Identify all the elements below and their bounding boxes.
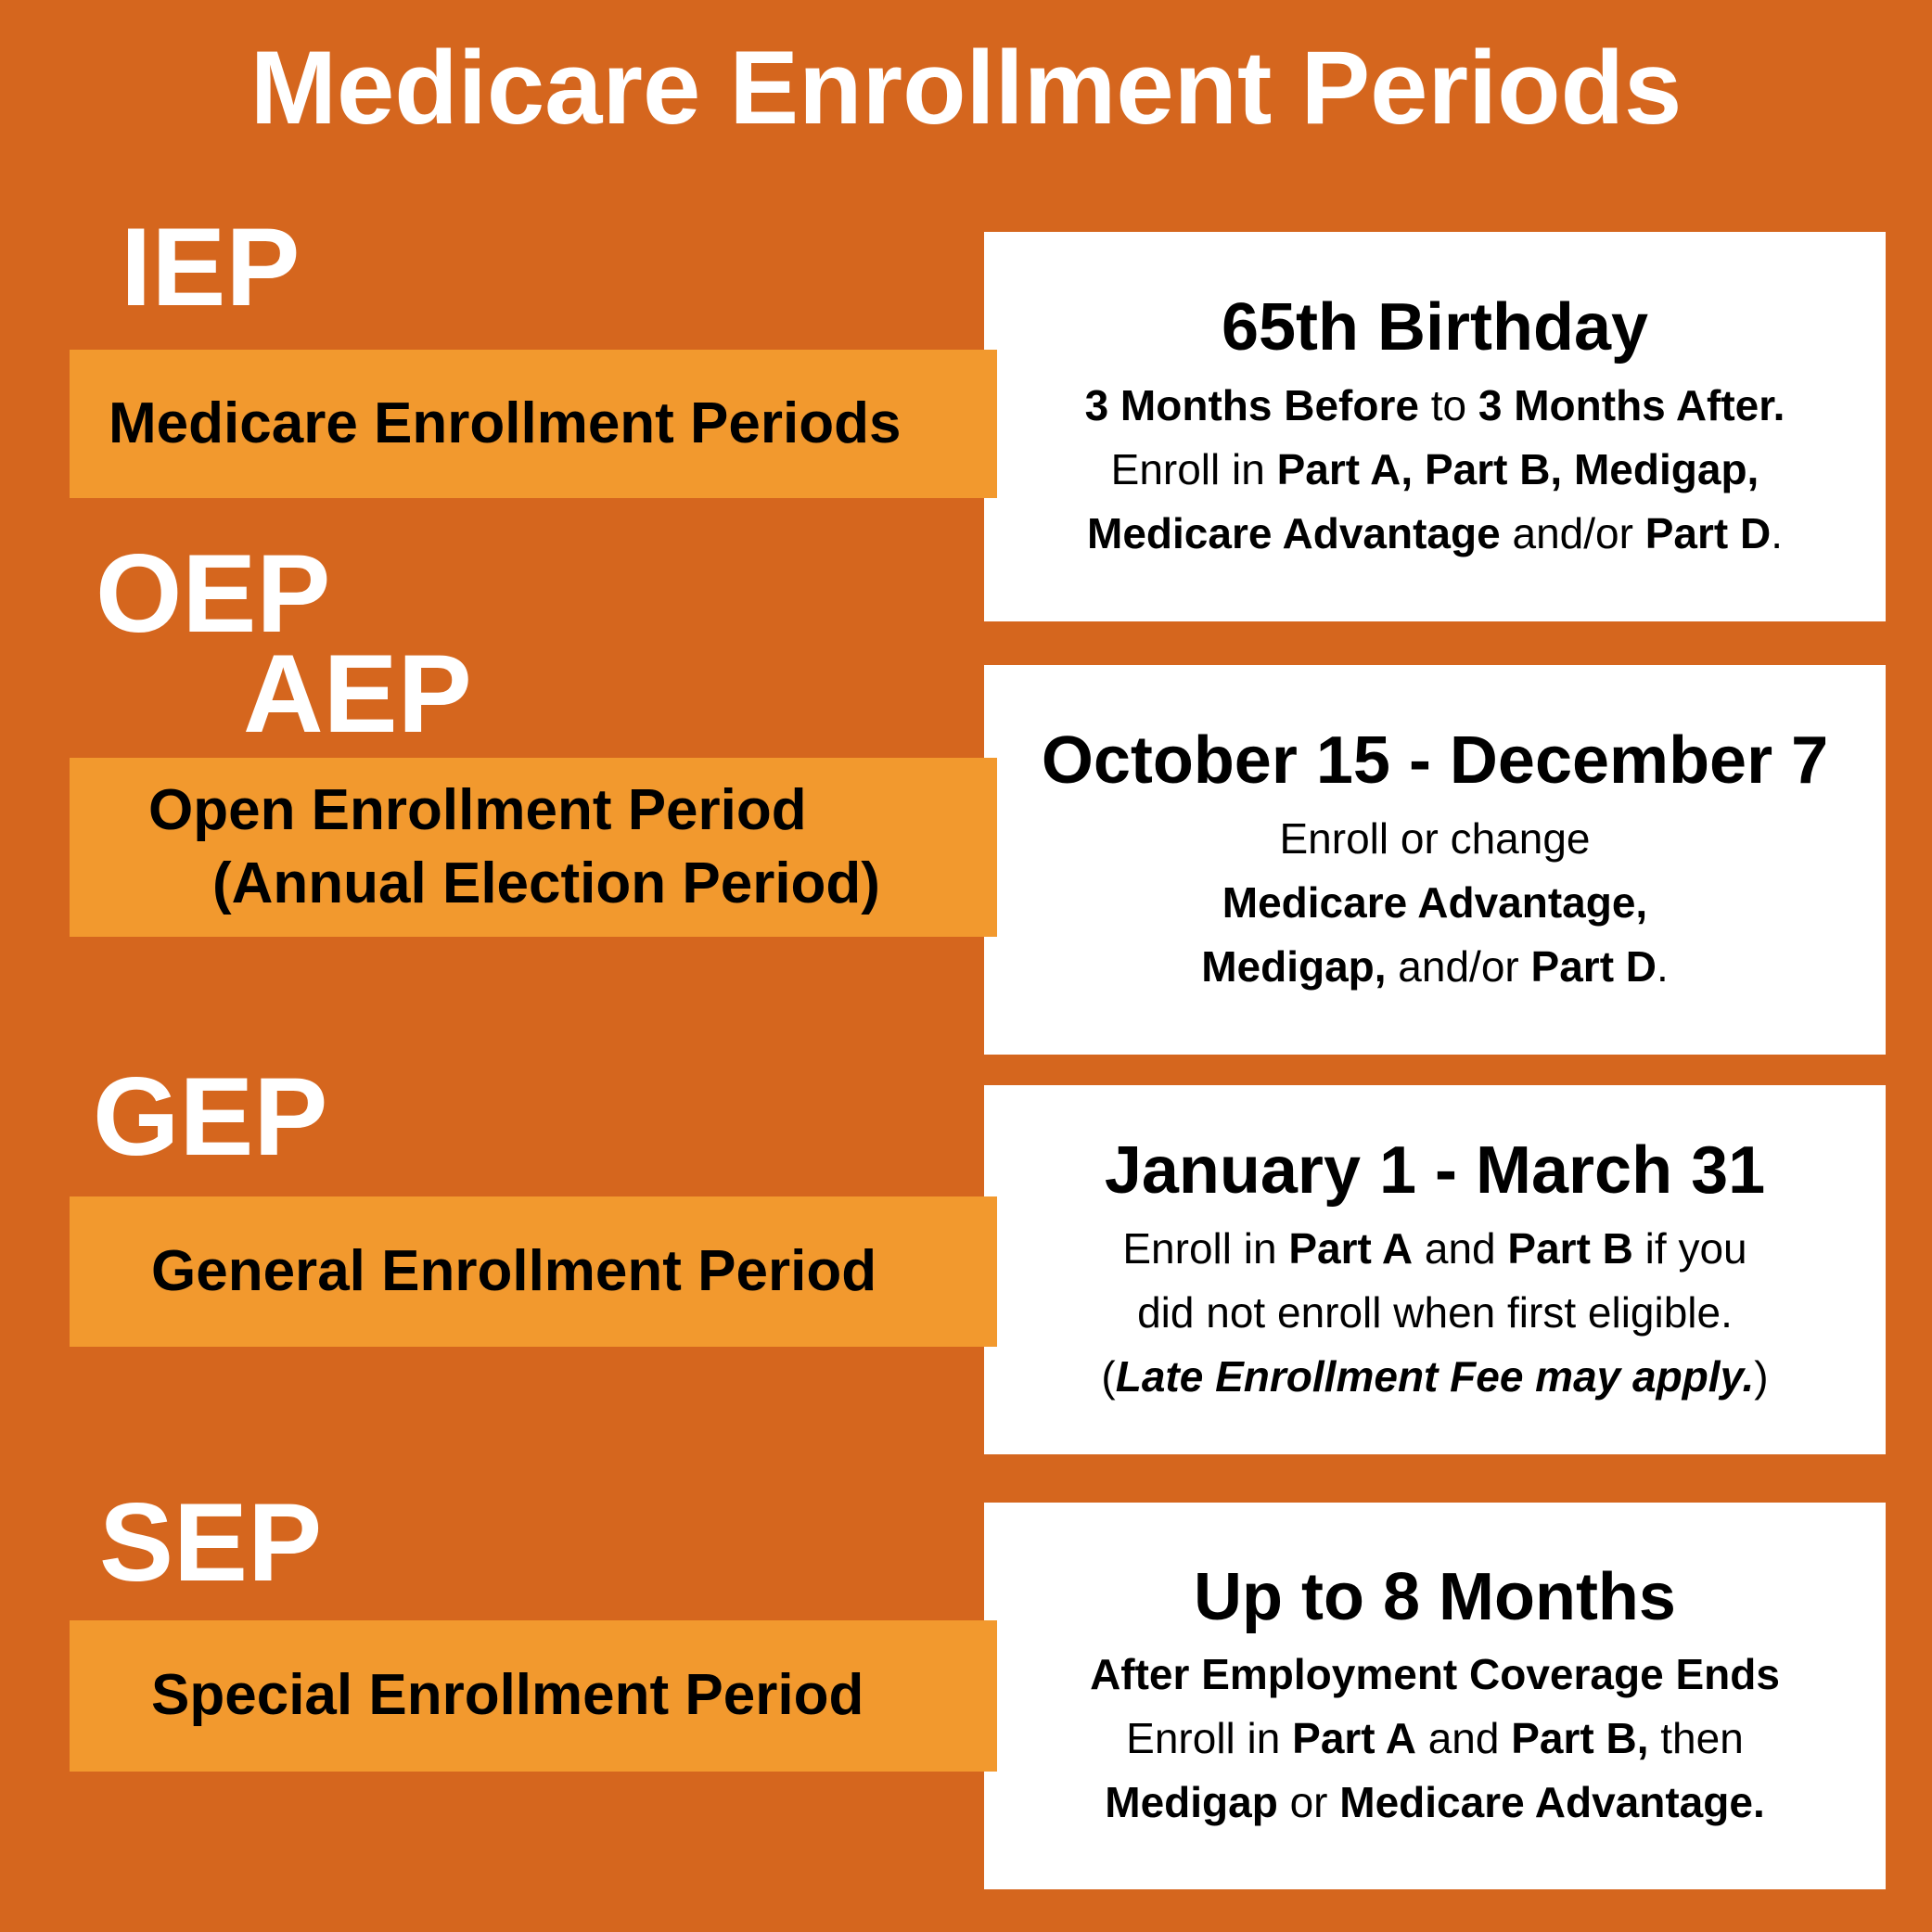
card-text-segment: Medicare Advantage. — [1339, 1778, 1765, 1827]
card-text-line — [1001, 1281, 1869, 1345]
card-text-segment: and/or — [1386, 941, 1531, 991]
card-text-segment: 3 Months Before — [1084, 380, 1431, 429]
info-card-sep — [984, 1503, 1886, 1889]
card-text-line — [1001, 807, 1869, 871]
card-body — [1001, 1217, 1869, 1409]
label-bar-text: Special Enrollment Period — [151, 1663, 864, 1728]
card-text-segment: to — [1430, 380, 1478, 429]
card-text-line — [1001, 1771, 1869, 1835]
card-text-segment: and/or — [1500, 508, 1645, 557]
card-text-line — [1001, 1217, 1869, 1281]
info-card-oep — [984, 665, 1886, 1055]
card-text-segment: Late Enrollment Fee may apply. — [1115, 1351, 1755, 1401]
card-text-line — [1001, 935, 1869, 999]
card-text-segment: Enroll or change — [1279, 813, 1591, 863]
card-body — [1001, 807, 1869, 999]
card-text-segment: Medicare Advantage — [1087, 508, 1501, 557]
card-text-segment: Part B, — [1511, 1714, 1649, 1763]
label-bar-text: General Enrollment Period — [151, 1238, 877, 1303]
label-bar-gep — [70, 1196, 997, 1347]
card-text-line — [1001, 502, 1869, 566]
card-text-segment: or — [1277, 1778, 1340, 1827]
card-text-line — [1001, 374, 1869, 438]
card-text-segment: did not enroll when first eligible. — [1137, 1287, 1733, 1337]
label-bar-text: Open Enrollment Period — [148, 778, 807, 843]
section-heading-sep: SEP — [99, 1480, 323, 1605]
card-text-segment: Part A — [1292, 1714, 1416, 1763]
card-heading: 65th Birthday — [1221, 290, 1649, 365]
card-body — [1001, 374, 1869, 566]
card-text-segment: and — [1415, 1714, 1512, 1763]
card-text-line — [1001, 438, 1869, 502]
card-text-segment: Part D — [1530, 941, 1657, 991]
card-text-segment: 3 Months After. — [1478, 380, 1785, 429]
page-title: Medicare Enrollment Periods — [249, 30, 1683, 146]
card-text-segment: Medigap, — [1201, 941, 1387, 991]
card-text-segment: ) — [1754, 1351, 1769, 1401]
section-heading-oep: OEP — [96, 531, 331, 656]
section-heading-aep: AEP — [243, 632, 472, 756]
card-text-line — [1001, 1707, 1869, 1771]
label-bar-oep — [70, 758, 997, 937]
card-text-segment: if you — [1632, 1223, 1747, 1273]
card-text-line — [1001, 1643, 1869, 1707]
card-text-segment: then — [1648, 1714, 1744, 1763]
label-bar-text: (Annual Election Period) — [212, 851, 880, 915]
section-heading-iep: IEP — [121, 205, 301, 329]
label-bar-sep — [70, 1620, 997, 1772]
card-heading: Up to 8 Months — [1194, 1559, 1676, 1634]
card-text-segment: . — [1771, 508, 1783, 557]
info-card-iep — [984, 232, 1886, 621]
info-card-gep — [984, 1085, 1886, 1454]
label-bar-iep — [70, 350, 997, 498]
card-heading: October 15 - December 7 — [1041, 723, 1829, 799]
card-text-segment: Part D — [1644, 508, 1772, 557]
card-text-line — [1001, 871, 1869, 935]
card-text-segment: Enroll in — [1110, 444, 1277, 493]
card-text-line — [1001, 1345, 1869, 1409]
card-text-segment: . — [1657, 941, 1669, 991]
card-text-segment: Medicare Advantage, — [1222, 877, 1648, 927]
card-text-segment: Enroll in — [1122, 1223, 1289, 1273]
card-text-segment: After Employment Coverage Ends — [1090, 1650, 1780, 1699]
section-heading-gep: GEP — [93, 1055, 328, 1179]
card-text-segment: Part A — [1288, 1223, 1414, 1273]
card-heading: January 1 - March 31 — [1104, 1133, 1766, 1209]
card-text-segment: ( — [1101, 1351, 1116, 1401]
card-text-segment: Part B — [1507, 1223, 1633, 1273]
card-text-segment: Enroll in — [1126, 1714, 1293, 1763]
card-body — [1001, 1643, 1869, 1835]
card-text-segment: and — [1413, 1223, 1508, 1273]
label-bar-text: Medicare Enrollment Periods — [109, 390, 902, 455]
card-text-segment: Part A, Part B, Medigap, — [1276, 444, 1759, 493]
card-text-segment: Medigap — [1105, 1778, 1278, 1827]
